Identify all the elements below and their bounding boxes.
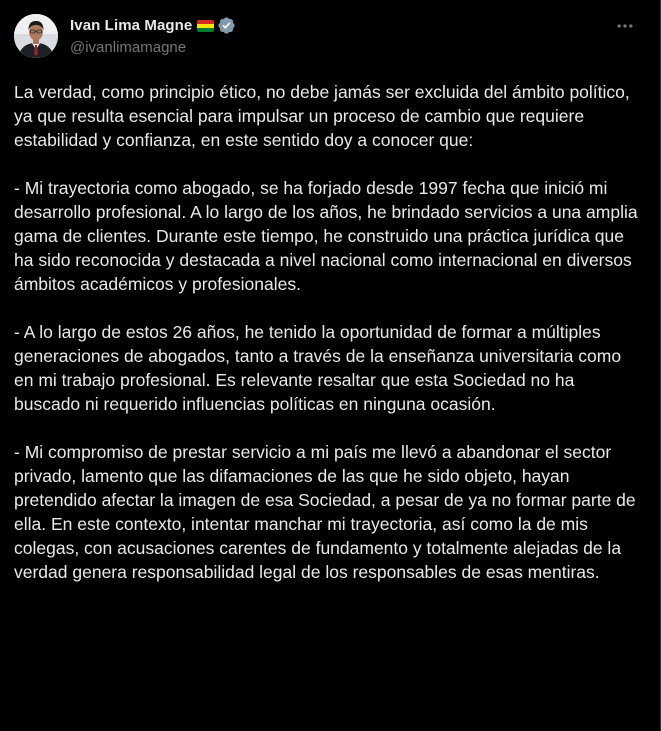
author-handle[interactable]: @ivanlimamagne bbox=[70, 39, 187, 56]
tweet-paragraph: - Mi trayectoria como abogado, se ha forjado desde 1997 fecha que inició mi desarrollo profesional. A lo largo de los años, he brindado servicios a una amplia gama de clientes. Durante este tiempo, he construido una práctica jurídica que ha sido reconocida y destacada a nivel nacional como internacional en diversos ámbitos académicos y profesionales. bbox=[14, 178, 638, 294]
more-options-icon bbox=[615, 16, 635, 36]
more-options-button[interactable] bbox=[614, 15, 636, 37]
author-display-name[interactable]: Ivan Lima Magne bbox=[70, 17, 193, 34]
tweet-paragraph: - A lo largo de estos 26 años, he tenido la oportunidad de formar a múltiples generaciones de abogados, tanto a través de la enseñanza universitaria como en mi trabajo profesional. Es relevante resaltar que esta Sociedad no ha buscado ni requerido influencias políticas en ninguna ocasión. bbox=[14, 322, 622, 414]
verified-badge-icon[interactable] bbox=[217, 16, 236, 35]
bolivia-flag-icon bbox=[197, 20, 214, 32]
avatar-portrait-icon bbox=[14, 14, 58, 58]
tweet-author bbox=[70, 15, 236, 56]
avatar[interactable] bbox=[14, 14, 58, 58]
tweet-text bbox=[14, 80, 644, 608]
author-name-row bbox=[70, 15, 236, 36]
tweet-paragraph: - Mi compromiso de prestar servicio a mi país me llevó a abandonar el sector privado, lamento que las difamaciones de las que he sido objeto, hayan pretendido afectar la imagen de esa Sociedad, a pesar de ya no formar parte de ella. En este contexto, intentar manchar mi trayectoria, así como la de mis colegas, con acusaciones carentes de fundamento y totalmente alejadas de la verdad genera responsabilidad legal de los responsables de esas mentiras. bbox=[14, 442, 636, 582]
tweet-paragraph: La verdad, como principio ético, no debe jamás ser excluida del ámbito político, ya que resulta esencial para impulsar un proceso de cambio que requiere estabilidad y confianza, en este sentido doy a conocer que: bbox=[14, 82, 630, 150]
